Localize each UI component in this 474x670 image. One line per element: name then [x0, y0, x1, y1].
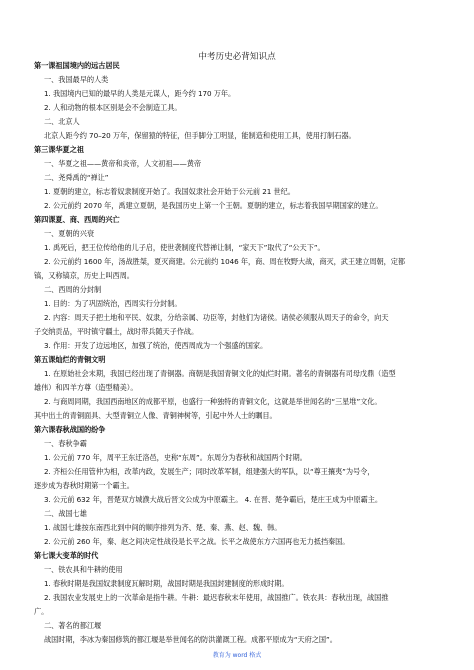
- section-heading: 第四课夏、商、西周的兴亡: [34, 215, 120, 224]
- subsection-heading: 二、西周的分封制: [44, 285, 102, 294]
- paragraph: 2. 公元前约 1600 年，汤战胜桀，夏灭商建。公元前约 1046 年，商、周在牧野大战，商灭，武王建立周朝，定都: [44, 257, 406, 266]
- subsection-heading: 一、春秋争霸: [44, 439, 87, 448]
- section-heading: 第六课春秋战国的纷争: [34, 425, 106, 434]
- paragraph: 1. 公元前 770 年，周平王东迁洛邑，史称“东周”。东周分为春秋和战国两个时期。: [44, 453, 307, 462]
- section-heading: 第五课灿烂的青铜文明: [34, 355, 106, 364]
- paragraph: 3. 公元前 632 年，晋楚双方城濮大战后晋文公成为中原霸主。 4. 在晋、楚争霸后，楚庄王成为中原霸主。: [44, 495, 383, 504]
- paragraph: 2. 人和动物的根本区别是会不会制造工具。: [44, 103, 182, 112]
- subsection-heading: 二、北京人: [44, 117, 80, 126]
- subsection-heading: 二、著名的都江堰: [44, 621, 102, 630]
- footer-watermark: 教育为 word 格式: [212, 652, 262, 659]
- paragraph: 3. 作用：开发了边远地区，加强了统治，使西周成为一个强盛的国家。: [44, 341, 268, 350]
- paragraph: 战国时期，李冰为秦国修筑的都江堰是举世闻名的防洪灌溉工程。成都平原成为“天府之国”。: [44, 635, 337, 644]
- subsection-heading: 一、铁农具和牛耕的使用: [44, 565, 123, 574]
- paragraph: 1. 目的：为了巩固统治，西周实行分封制。: [44, 299, 182, 308]
- paragraph: 2. 内容：周天子把土地和平民、奴隶，分给亲属、功臣等，封他们为诸侯。诸侯必须服从周天子的命令，向天: [44, 313, 389, 322]
- paragraph: 1. 在原始社会末期，我国已经出现了青铜器。商朝是我国青铜文化的灿烂时期。著名的青铜器有司母戊鼎（造型: [44, 369, 396, 378]
- paragraph-continuation: 其中出土的青铜面具、大型青铜立人像、青铜神树等，引起中外人士的瞩目。: [34, 411, 277, 420]
- paragraph: 2. 公元前约 2070 年，禹建立夏朝，是我国历史上第一个王朝。夏朝的建立，标志着我国早期国家的建立。: [44, 201, 383, 210]
- subsection-heading: 一、我国最早的人类: [44, 75, 109, 84]
- paragraph: 2. 与商周同期，我国西南地区的成都平原，也盛行一种独特的青铜文化，这就是举世闻名的“三星堆”文化。: [44, 397, 382, 406]
- paragraph: 1. 我国境内已知的最早的人类是元谋人，距今约 170 万年。: [44, 89, 236, 98]
- section-heading: 第七课大变革的时代: [34, 551, 99, 560]
- subsection-heading: 一、华夏之祖——黄帝和炎帝，人文初祖——黄帝: [44, 159, 202, 168]
- section-heading: 第三课华夏之祖: [34, 145, 84, 154]
- paragraph-continuation: 逐步成为春秋时期第一个霸主。: [34, 481, 134, 490]
- paragraph: 1. 春秋时期是我国奴隶制度瓦解时期，战国时期是我国封建制度的形成时期。: [44, 579, 289, 588]
- paragraph-continuation: 镐，又称镐京，历史上叫西周。: [34, 271, 134, 280]
- paragraph: 1. 禹死后，把王位传给他的儿子启，使世袭制度代替禅让制，“家天下”取代了“公天下”。: [44, 243, 325, 252]
- paragraph: 2. 公元前 260 年，秦、赵之间决定性战役是长平之战。长平之战使东方六国再也无力抵挡秦国。: [44, 537, 350, 546]
- subsection-heading: 二、战国七雄: [44, 509, 87, 518]
- paragraph: 北京人距今约 70–20 万年，保留猿的特征，但手脚分工明显，能制造和使用工具，使用打制石器。: [44, 131, 356, 140]
- paragraph: 2. 我国农业发展史上的一次革命是指牛耕。牛耕：最迟春秋末年使用，战国推广。铁农具：春秋出现，战国推: [44, 593, 389, 602]
- subsection-heading: 二、尧舜禹的“禅让”: [44, 173, 109, 182]
- paragraph: 1. 夏朝的建立，标志着奴隶制度开始了。我国奴隶社会开始于公元前 21 世纪。: [44, 187, 295, 196]
- paragraph: 1. 战国七雄按东南西北到中间的顺序排列为齐、楚、秦、燕、赵、魏、韩。: [44, 523, 282, 532]
- section-heading: 第一课祖国境内的远古居民: [34, 61, 120, 70]
- paragraph-continuation: 雄伟）和四羊方尊（造型精美）。: [34, 383, 138, 392]
- subsection-heading: 一、夏朝的兴衰: [44, 229, 94, 238]
- paragraph-continuation: 广。: [34, 607, 49, 616]
- paragraph-continuation: 子交纳贡品，平时镇守疆土，战时带兵随天子作战。: [34, 327, 199, 336]
- paragraph: 2. 齐桓公任用管仲为相，改革内政，发展生产；同时改革军制，组建强大的军队，以“尊王攘夷”为号令，: [44, 467, 375, 476]
- page-title: 中考历史必背知识点: [198, 52, 276, 62]
